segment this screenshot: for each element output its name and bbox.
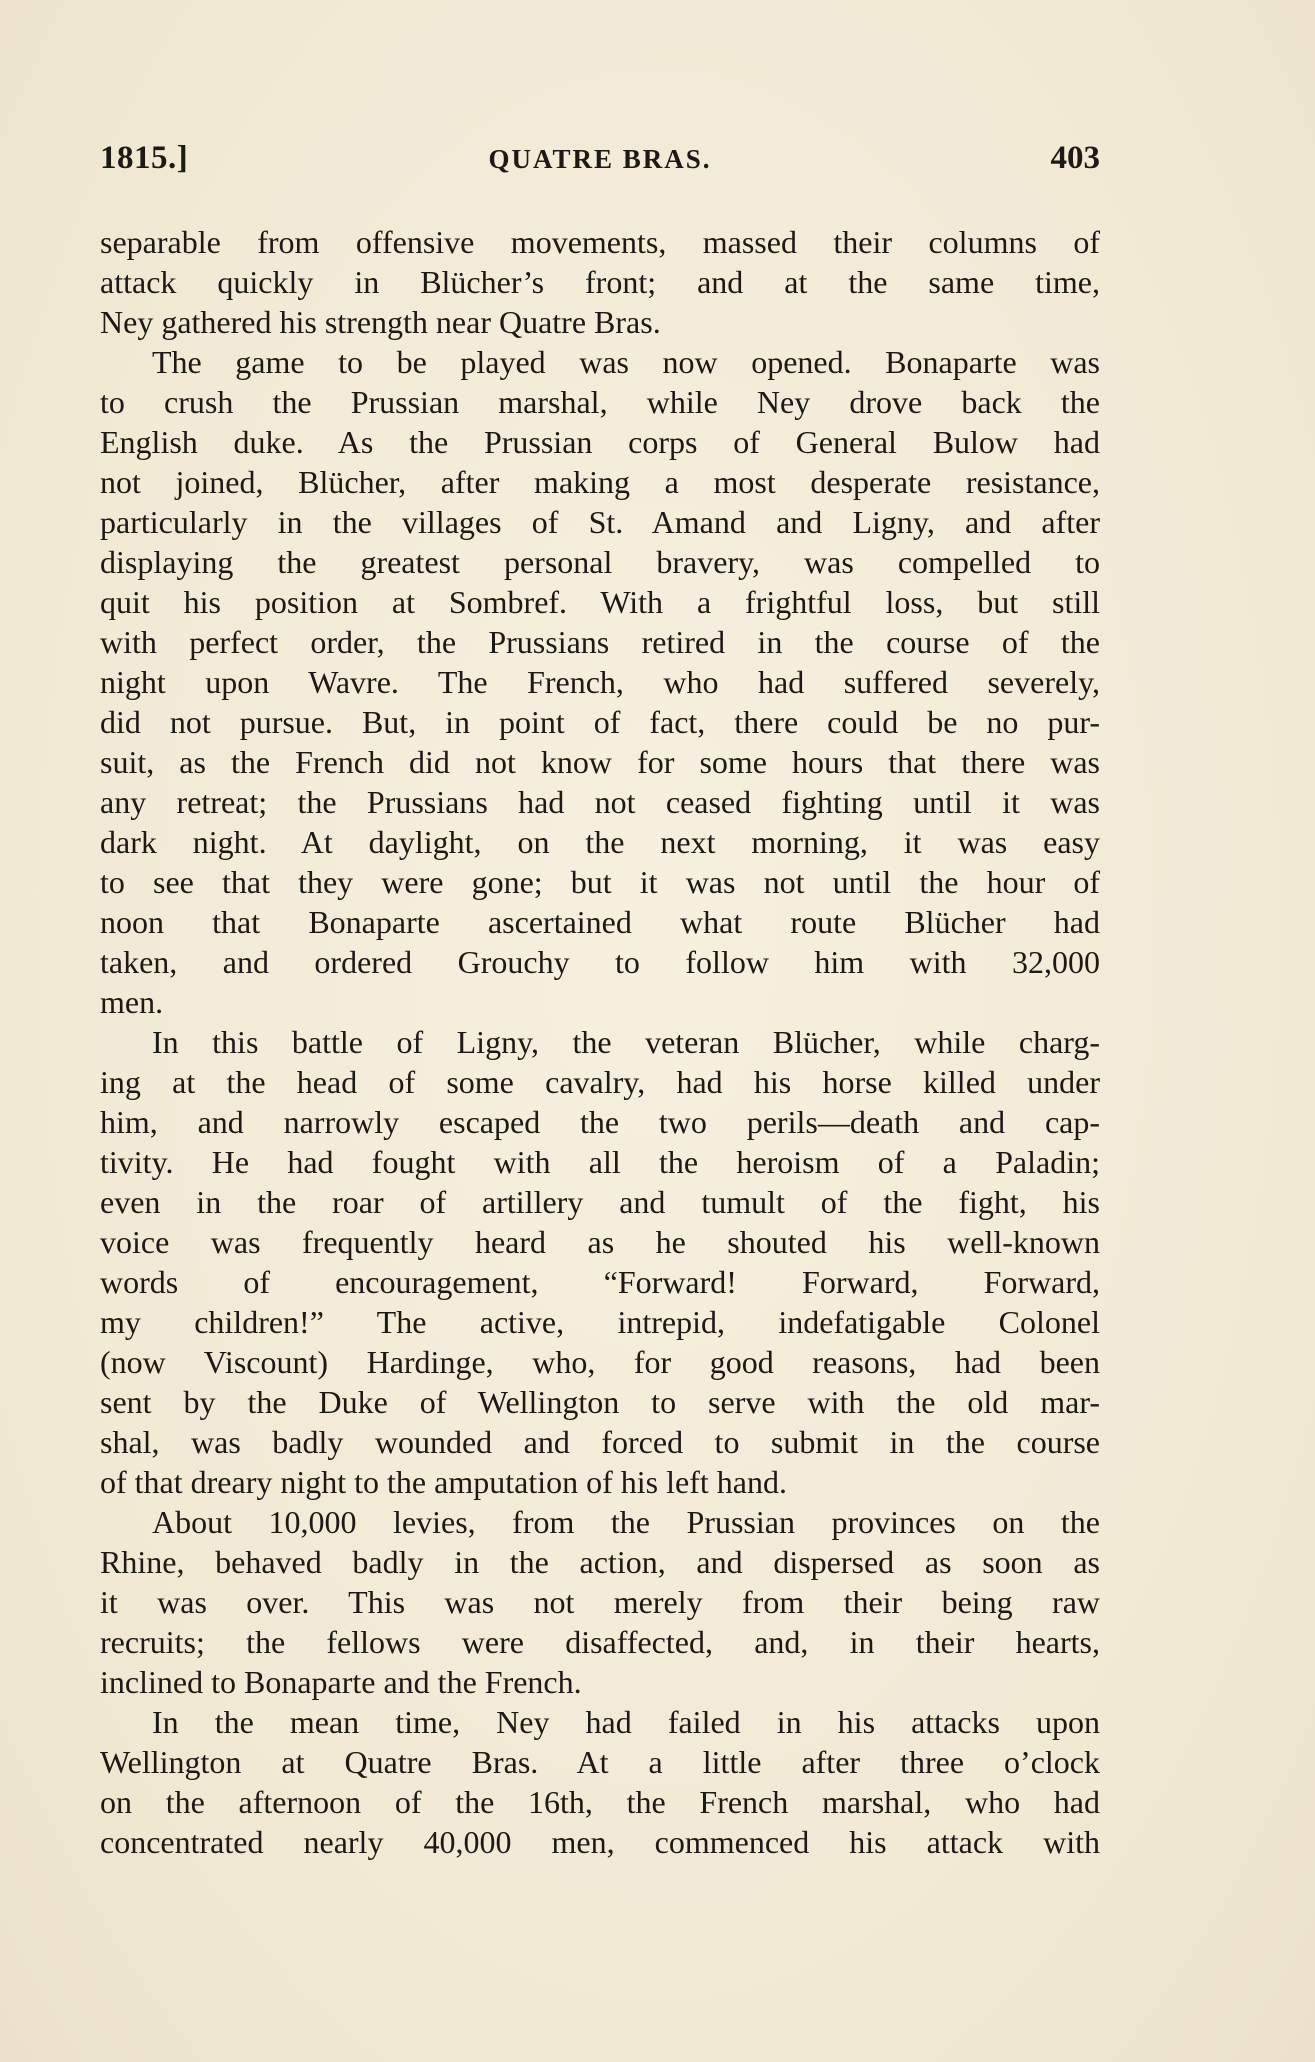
- text-line: dark night. At daylight, on the next morning, it was easy: [100, 824, 1100, 860]
- text-line: my children!” The active, intrepid, indefatigable Colonel: [100, 1304, 1100, 1340]
- text-line: particularly in the villages of St. Amand and Ligny, and after: [100, 504, 1100, 540]
- text-line: suit, as the French did not know for some hours that there was: [100, 744, 1100, 780]
- text-line: any retreat; the Prussians had not ceased fighting until it was: [100, 784, 1100, 820]
- text-line: tivity. He had fought with all the heroism of a Paladin;: [100, 1144, 1100, 1180]
- text-line: men.: [100, 984, 164, 1020]
- text-line: shal, was badly wounded and forced to submit in the course: [100, 1424, 1100, 1460]
- text-line: In this battle of Ligny, the veteran Blücher, while charg-: [152, 1024, 1100, 1060]
- text-line: Rhine, behaved badly in the action, and dispersed as soon as: [100, 1544, 1100, 1580]
- text-line: him, and narrowly escaped the two perils—death and cap-: [100, 1104, 1100, 1140]
- text-line: noon that Bonaparte ascertained what route Blücher had: [100, 904, 1100, 940]
- text-line: even in the roar of artillery and tumult of the fight, his: [100, 1184, 1100, 1220]
- running-header: [100, 140, 1100, 190]
- text-line: voice was frequently heard as he shouted his well-known: [100, 1224, 1100, 1260]
- text-line: (now Viscount) Hardinge, who, for good reasons, had been: [100, 1344, 1100, 1380]
- text-line: separable from offensive movements, massed their columns of: [100, 224, 1100, 260]
- text-line: of that dreary night to the amputation of his left hand.: [100, 1464, 787, 1500]
- text-line: it was over. This was not merely from their being raw: [100, 1584, 1100, 1620]
- text-line: ing at the head of some cavalry, had his horse killed under: [100, 1064, 1100, 1100]
- page-number: 403: [1050, 140, 1100, 176]
- text-line: not joined, Blücher, after making a most desperate resistance,: [100, 464, 1100, 500]
- text-line: Ney gathered his strength near Quatre Bras.: [100, 304, 661, 340]
- text-line: did not pursue. But, in point of fact, there could be no pur-: [100, 704, 1100, 740]
- text-line: words of encouragement, “Forward! Forward, Forward,: [100, 1264, 1100, 1300]
- text-line: taken, and ordered Grouchy to follow him with 32,000: [100, 944, 1100, 980]
- text-line: night upon Wavre. The French, who had suffered severely,: [100, 664, 1100, 700]
- text-line: sent by the Duke of Wellington to serve with the old mar-: [100, 1384, 1100, 1420]
- text-line: attack quickly in Blücher’s front; and at the same time,: [100, 264, 1100, 300]
- body-text: [100, 222, 1100, 1862]
- text-line: displaying the greatest personal bravery, was compelled to: [100, 544, 1100, 580]
- text-line: The game to be played was now opened. Bonaparte was: [152, 344, 1100, 380]
- text-line: Wellington at Quatre Bras. At a little after three o’clock: [100, 1744, 1100, 1780]
- text-line: recruits; the fellows were disaffected, and, in their hearts,: [100, 1624, 1100, 1660]
- header-year: 1815.]: [100, 140, 189, 176]
- text-line: concentrated nearly 40,000 men, commenced his attack with: [100, 1824, 1100, 1860]
- text-line: with perfect order, the Prussians retired in the course of the: [100, 624, 1100, 660]
- text-line: In the mean time, Ney had failed in his attacks upon: [152, 1704, 1100, 1740]
- text-line: to crush the Prussian marshal, while Ney drove back the: [100, 384, 1100, 420]
- text-line: on the afternoon of the 16th, the French marshal, who had: [100, 1784, 1100, 1820]
- text-line: to see that they were gone; but it was not until the hour of: [100, 864, 1100, 900]
- text-line: quit his position at Sombref. With a frightful loss, but still: [100, 584, 1100, 620]
- text-line: inclined to Bonaparte and the French.: [100, 1664, 582, 1700]
- text-line: About 10,000 levies, from the Prussian provinces on the: [152, 1504, 1100, 1540]
- header-title: QUATRE BRAS.: [488, 144, 712, 174]
- text-line: English duke. As the Prussian corps of General Bulow had: [100, 424, 1100, 460]
